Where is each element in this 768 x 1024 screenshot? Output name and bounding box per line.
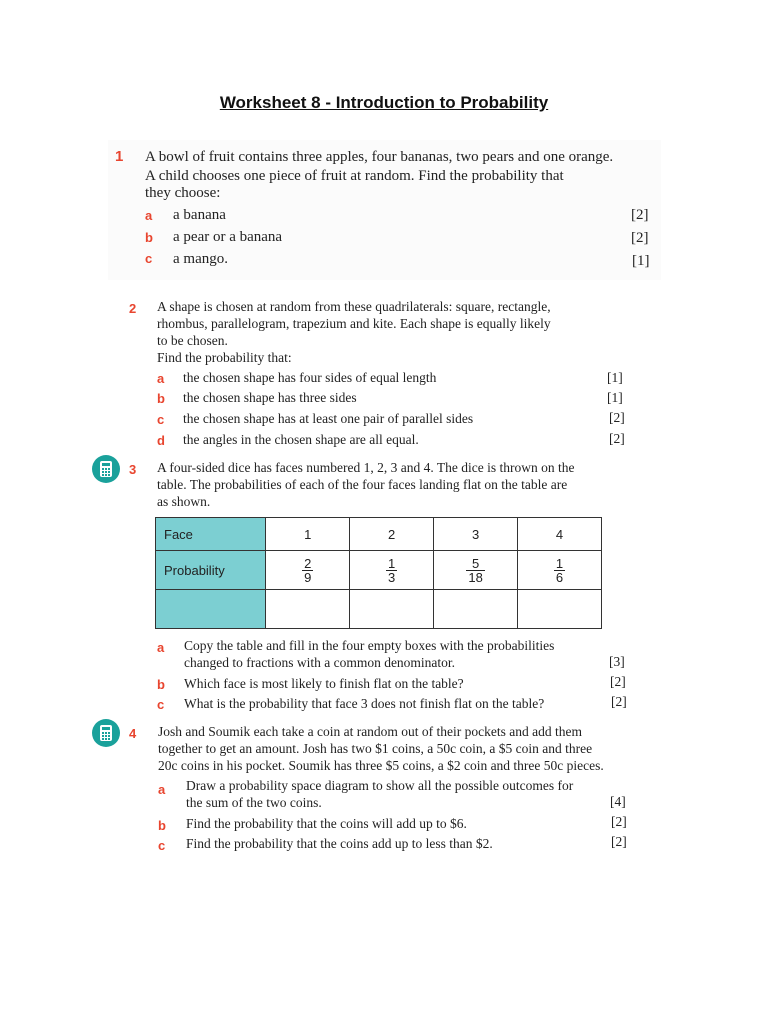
question-2d-text: the angles in the chosen shape are all equal. xyxy=(183,432,419,447)
question-2b-marks: [1] xyxy=(607,390,623,405)
fraction-denominator: 18 xyxy=(468,569,483,585)
question-4-line-2: together to get an amount. Josh has two $1 coins, a 50c coin, a $5 coin and three xyxy=(158,741,593,756)
fraction-denominator: 6 xyxy=(555,569,564,585)
question-3b-marks: [2] xyxy=(610,674,626,689)
table-cell-empty xyxy=(350,590,434,629)
probability-table xyxy=(155,517,602,629)
table-cell-face-2: 2 xyxy=(350,518,434,551)
question-4a-marks: [4] xyxy=(610,794,626,809)
question-2c-marks: [2] xyxy=(609,410,625,425)
table-header-face: Face xyxy=(156,518,266,551)
question-1-line-3: they choose: xyxy=(145,185,221,201)
fraction-numerator: 5 xyxy=(466,557,484,571)
fraction-numerator: 2 xyxy=(304,555,312,571)
question-4b-letter: b xyxy=(158,818,166,833)
question-1b-marks: [2] xyxy=(631,230,649,246)
question-1-number: 1 xyxy=(115,148,124,165)
question-3-line-3: as shown. xyxy=(157,494,211,509)
calculator-icon xyxy=(92,455,120,483)
question-1-line-1: A bowl of fruit contains three apples, four bananas, two pears and one orange. xyxy=(145,149,614,165)
question-3c-letter: c xyxy=(157,697,165,712)
question-2a-text: the chosen shape has four sides of equal length xyxy=(183,370,437,385)
question-3a-letter: a xyxy=(157,640,165,655)
table-header-probability: Probability xyxy=(156,551,266,590)
question-2-number: 2 xyxy=(129,301,137,316)
question-3b-letter: b xyxy=(157,677,165,692)
calculator-icon xyxy=(92,719,120,747)
table-row-probability xyxy=(156,551,602,590)
table-cell-empty-label xyxy=(156,590,266,629)
question-1c-letter: c xyxy=(145,251,153,266)
question-3a-line-1: Copy the table and fill in the four empty boxes with the probabilities xyxy=(184,638,555,653)
fraction-denominator: 9 xyxy=(304,569,312,585)
question-4c-marks: [2] xyxy=(611,834,627,849)
question-2c-letter: c xyxy=(157,412,165,427)
table-cell-face-3: 3 xyxy=(434,518,518,551)
question-1b-text: a pear or a banana xyxy=(173,229,283,245)
question-2b-letter: b xyxy=(157,391,165,406)
table-cell-prob-3 xyxy=(434,551,518,590)
question-4a-letter: a xyxy=(158,782,166,797)
question-3b-text: Which face is most likely to finish flat on the table? xyxy=(184,676,464,691)
question-1a-marks: [2] xyxy=(631,207,649,223)
question-3a-line-2: changed to fractions with a common denominator. xyxy=(184,655,456,670)
question-2-line-4: Find the probability that: xyxy=(157,350,292,365)
table-cell-prob-4 xyxy=(518,551,602,590)
question-3-line-1: A four-sided dice has faces numbered 1, 2, 3 and 4. The dice is thrown on the xyxy=(157,460,575,475)
question-1a-text: a banana xyxy=(173,207,226,223)
table-cell-empty xyxy=(518,590,602,629)
question-2-line-3: to be chosen. xyxy=(157,333,228,348)
fraction-numerator: 1 xyxy=(388,555,396,571)
question-1c-marks: [1] xyxy=(632,253,650,269)
question-2c-text: the chosen shape has at least one pair of parallel sides xyxy=(183,411,474,426)
question-4b-marks: [2] xyxy=(611,814,627,829)
question-3c-text: What is the probability that face 3 does not finish flat on the table? xyxy=(184,696,545,711)
question-2a-marks: [1] xyxy=(607,370,623,385)
question-2b-text: the chosen shape has three sides xyxy=(183,390,357,405)
question-2a-letter: a xyxy=(157,371,165,386)
table-row-face xyxy=(156,518,602,551)
table-cell-face-4: 4 xyxy=(518,518,602,551)
question-4b-text: Find the probability that the coins will add up to $6. xyxy=(186,816,467,831)
question-2-line-2: rhombus, parallelogram, trapezium and kite. Each shape is equally likely xyxy=(157,316,551,331)
fraction-denominator: 3 xyxy=(388,569,396,585)
question-1c-text: a mango. xyxy=(173,251,228,267)
question-4-line-1: Josh and Soumik each take a coin at random out of their pockets and add them xyxy=(158,724,583,739)
question-2d-marks: [2] xyxy=(609,431,625,446)
table-cell-empty xyxy=(434,590,518,629)
question-4-number: 4 xyxy=(129,726,137,741)
question-2-line-1: A shape is chosen at random from these quadrilaterals: square, rectangle, xyxy=(157,299,551,314)
question-1-line-2: A child chooses one piece of fruit at random. Find the probability that xyxy=(145,168,564,184)
question-4c-text: Find the probability that the coins add up to less than $2. xyxy=(186,836,493,851)
table-cell-empty xyxy=(266,590,350,629)
question-1b-letter: b xyxy=(145,230,153,245)
table-row-empty xyxy=(156,590,602,629)
fraction-numerator: 1 xyxy=(555,555,564,571)
question-4a-line-2: the sum of the two coins. xyxy=(186,795,322,810)
question-3c-marks: [2] xyxy=(611,694,627,709)
question-2d-letter: d xyxy=(157,433,165,448)
table-cell-prob-1 xyxy=(266,551,350,590)
question-3-number: 3 xyxy=(129,462,137,477)
question-4a-line-1: Draw a probability space diagram to show all the possible outcomes for xyxy=(186,778,574,793)
question-3-line-2: table. The probabilities of each of the four faces landing flat on the table are xyxy=(157,477,568,492)
table-cell-face-1: 1 xyxy=(266,518,350,551)
table-cell-prob-2 xyxy=(350,551,434,590)
question-1a-letter: a xyxy=(145,208,153,223)
question-3a-marks: [3] xyxy=(609,654,625,669)
question-4-line-3: 20c coins in his pocket. Soumik has three $5 coins, a $2 coin and three 50c pieces. xyxy=(158,758,604,773)
question-4c-letter: c xyxy=(158,838,166,853)
worksheet-title: Worksheet 8 - Introduction to Probability xyxy=(219,93,549,112)
